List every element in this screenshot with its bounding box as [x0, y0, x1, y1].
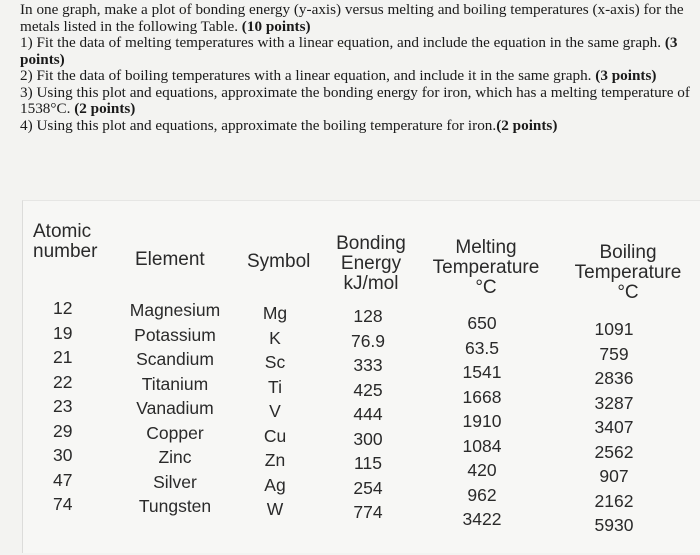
points-label: (3 points) — [595, 67, 657, 84]
bonding-energy-cell: 425 — [353, 379, 383, 400]
metals-table — [22, 200, 700, 553]
boiling-temperature-cell: 2836 — [594, 368, 634, 388]
points-label: (2 points) — [496, 116, 558, 134]
question-4: 4) Using this plot and equations, approximate the boiling temperature for iron.(2 points) — [20, 116, 558, 134]
header-atomic-number: Atomic number — [33, 221, 98, 262]
header-bonding-energy: Bonding Energy kJ/mol — [336, 233, 406, 294]
atomic-number-cell: 30 — [53, 445, 73, 465]
boiling-temperature-cell: 759 — [599, 343, 629, 364]
header-symbol: Symbol — [247, 251, 311, 272]
boiling-temperature-cell: 2562 — [594, 441, 634, 462]
element-symbol-cell: K — [269, 327, 281, 348]
atomic-number-cell: 19 — [53, 322, 73, 343]
element-symbol-cell: Cu — [263, 425, 287, 446]
atomic-number-cell: 23 — [53, 396, 73, 416]
melting-temperature-cell: 420 — [467, 460, 497, 480]
bonding-energy-cell: 128 — [353, 306, 383, 326]
melting-temperature-cell: 650 — [467, 313, 497, 333]
element-symbol-cell: Sc — [264, 352, 286, 372]
atomic-number-cell: 47 — [53, 469, 73, 490]
question-1: 1) Fit the data of melting temperatures with a linear equation, and include the equation in the same graph. (3 points) — [20, 34, 678, 68]
element-name-cell: Silver — [153, 471, 197, 492]
element-symbol-cell: Zn — [264, 450, 286, 470]
boiling-temperature-column — [579, 317, 649, 538]
bonding-energy-cell: 774 — [353, 502, 383, 522]
element-symbol-cell: Ag — [264, 474, 286, 495]
bonding-energy-cell: 76.9 — [350, 330, 386, 351]
element-name-cell: Magnesium — [129, 300, 221, 320]
boiling-temperature-cell: 3407 — [594, 417, 634, 437]
element-name-cell: Copper — [146, 422, 204, 443]
header-boiling-temperature: Boiling Temperature °C — [574, 242, 682, 303]
boiling-temperature-cell: 907 — [599, 466, 629, 486]
element-name-cell: Tungsten — [138, 496, 212, 516]
bonding-energy-cell: 300 — [353, 428, 383, 449]
header-melting-temperature: Melting Temperature °C — [432, 237, 540, 298]
element-name-cell: Scandium — [136, 349, 214, 369]
boiling-temperature-cell: 1091 — [594, 319, 634, 339]
question-text — [20, 2, 692, 134]
question-2: 2) Fit the data of boiling temperatures with a linear equation, and include it in the same graph. (3 points) — [20, 67, 657, 84]
element-name-cell: Titanium — [141, 373, 209, 394]
melting-temperature-cell: 1541 — [462, 362, 502, 382]
element-name-cell: Vanadium — [136, 398, 214, 418]
melting-temperature-cell: 3422 — [462, 509, 502, 529]
atomic-number-cell: 29 — [53, 420, 73, 441]
element-column — [119, 298, 231, 519]
question-3: 3) Using this plot and equations, approximate the bonding energy for iron, which has a melting temperature of 1538°C. (2 points) — [20, 83, 690, 117]
melting-temperature-cell: 962 — [467, 484, 497, 505]
melting-temperature-cell: 1084 — [462, 435, 502, 456]
bonding-energy-cell: 254 — [353, 477, 383, 498]
question-intro: In one graph, make a plot of bonding energy (y-axis) versus melting and boiling temperatures (x-axis) for the metals listed in the following Table. (10 points) — [20, 1, 684, 35]
atomic-number-column — [53, 296, 72, 517]
atomic-number-cell: 21 — [53, 347, 73, 367]
melting-temperature-column — [447, 311, 517, 532]
atomic-number-cell: 22 — [53, 371, 73, 392]
bonding-energy-cell: 444 — [353, 404, 383, 424]
bonding-energy-cell: 115 — [354, 453, 382, 473]
element-name-cell: Zinc — [158, 447, 192, 467]
atomic-number-cell: 12 — [53, 298, 73, 318]
boiling-temperature-cell: 3287 — [594, 392, 634, 413]
bonding-energy-column — [335, 304, 401, 525]
points-label: (10 points) — [241, 17, 311, 35]
boiling-temperature-cell: 5930 — [594, 515, 634, 535]
element-name-cell: Potassium — [134, 324, 216, 345]
element-symbol-cell: Ti — [268, 376, 282, 397]
melting-temperature-cell: 63.5 — [464, 337, 500, 358]
symbol-column — [255, 301, 295, 522]
atomic-number-cell: 74 — [53, 494, 73, 514]
points-label: (2 points) — [74, 100, 136, 117]
points-label: (3 points) — [20, 34, 678, 68]
boiling-temperature-cell: 2162 — [594, 490, 634, 511]
element-symbol-cell: Mg — [262, 303, 288, 323]
element-symbol-cell: V — [269, 401, 281, 421]
element-symbol-cell: W — [266, 499, 284, 519]
bonding-energy-cell: 333 — [353, 355, 383, 375]
header-element: Element — [135, 249, 205, 270]
melting-temperature-cell: 1910 — [462, 411, 502, 431]
melting-temperature-cell: 1668 — [462, 386, 502, 407]
